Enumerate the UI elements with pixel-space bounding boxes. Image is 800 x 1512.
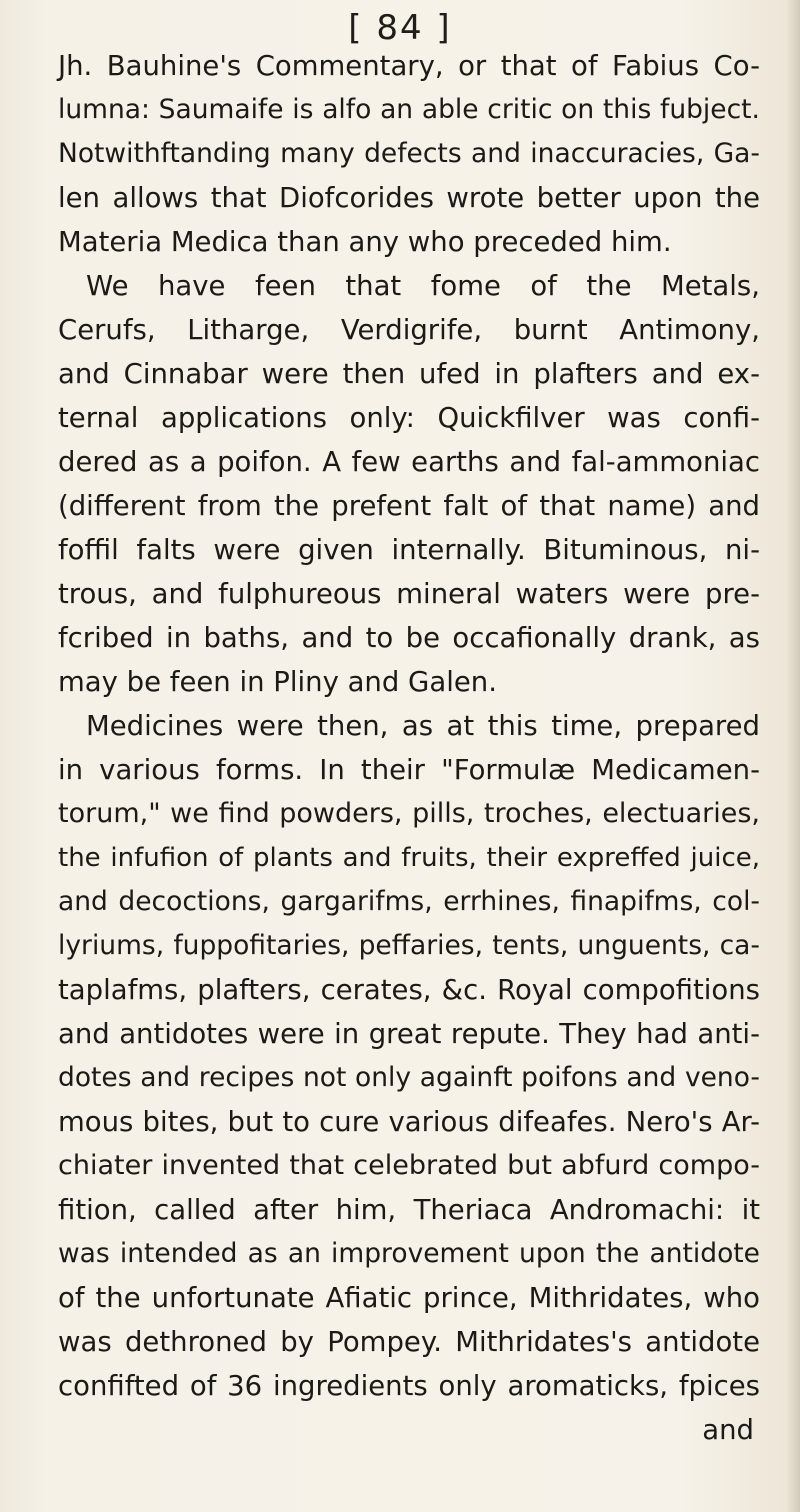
- text-line: (different from the prefent falt of that name) and: [58, 490, 760, 522]
- paragraph-start-line: We have feen that fome of the Metals,: [86, 270, 760, 302]
- text-line: and Cinnabar were then ufed in plafters and ex-: [58, 358, 760, 390]
- text-line: mous bites, but to cure various difeafes. Nero's Ar-: [58, 1106, 760, 1138]
- catchword: and: [702, 1414, 754, 1446]
- text-line: trous, and fulphureous mineral waters were pre-: [58, 578, 760, 610]
- page-edge-shadow: [786, 0, 800, 1512]
- text-line: Jh. Bauhine's Commentary, or that of Fabius Co-: [58, 50, 760, 82]
- text-line: and antidotes were in great repute. They had anti-: [58, 1018, 760, 1050]
- text-line: dotes and recipes not only againft poifons and veno-: [58, 1062, 760, 1093]
- text-line: dered as a poifon. A few earths and fal-ammoniac: [58, 446, 760, 478]
- text-line: the infufion of plants and fruits, their expreffed juice,: [58, 843, 760, 873]
- text-line: lumna: Saumaife is alfo an able critic on this fubject.: [58, 94, 760, 125]
- page-number: [ 84 ]: [348, 8, 452, 48]
- text-line: and decoctions, gargarifms, errhines, finapifms, col-: [58, 886, 760, 917]
- paragraph-start-line: Medicines were then, as at this time, prepared: [86, 710, 760, 742]
- text-line: len allows that Diofcorides wrote better upon the: [58, 182, 760, 214]
- text-line: Cerufs, Litharge, Verdigrife, burnt Antimony,: [58, 314, 760, 346]
- text-line: Notwithftanding many defects and inaccuracies, Ga-: [58, 138, 760, 169]
- text-line: in various forms. In their "Formulæ Medicamen-: [58, 754, 760, 786]
- text-line: lyriums, fuppofitaries, peffaries, tents, unguents, ca-: [58, 930, 760, 961]
- text-line: ternal applications only: Quickfilver was confi-: [58, 402, 760, 434]
- text-line: of the unfortunate Afiatic prince, Mithridates, who: [58, 1282, 760, 1314]
- body-text: [58, 44, 760, 1452]
- text-line: foffil falts were given internally. Bituminous, ni-: [58, 534, 760, 566]
- text-line: Materia Medica than any who preceded him.: [58, 226, 672, 258]
- text-line: was intended as an improvement upon the antidote: [58, 1238, 760, 1269]
- text-line: may be feen in Pliny and Galen.: [58, 666, 497, 698]
- text-line: was dethroned by Pompey. Mithridates's antidote: [58, 1326, 760, 1358]
- text-line: fcribed in baths, and to be occafionally drank, as: [58, 622, 760, 654]
- text-line: chiater invented that celebrated but abfurd compo-: [58, 1150, 760, 1181]
- text-line: fition, called after him, Theriaca Andromachi: it: [58, 1194, 760, 1226]
- text-line: confifted of 36 ingredients only aromaticks, fpices: [58, 1370, 760, 1402]
- text-line: taplafms, plafters, cerates, &c. Royal compofitions: [58, 974, 760, 1006]
- text-line: torum," we find powders, pills, troches, electuaries,: [58, 798, 760, 829]
